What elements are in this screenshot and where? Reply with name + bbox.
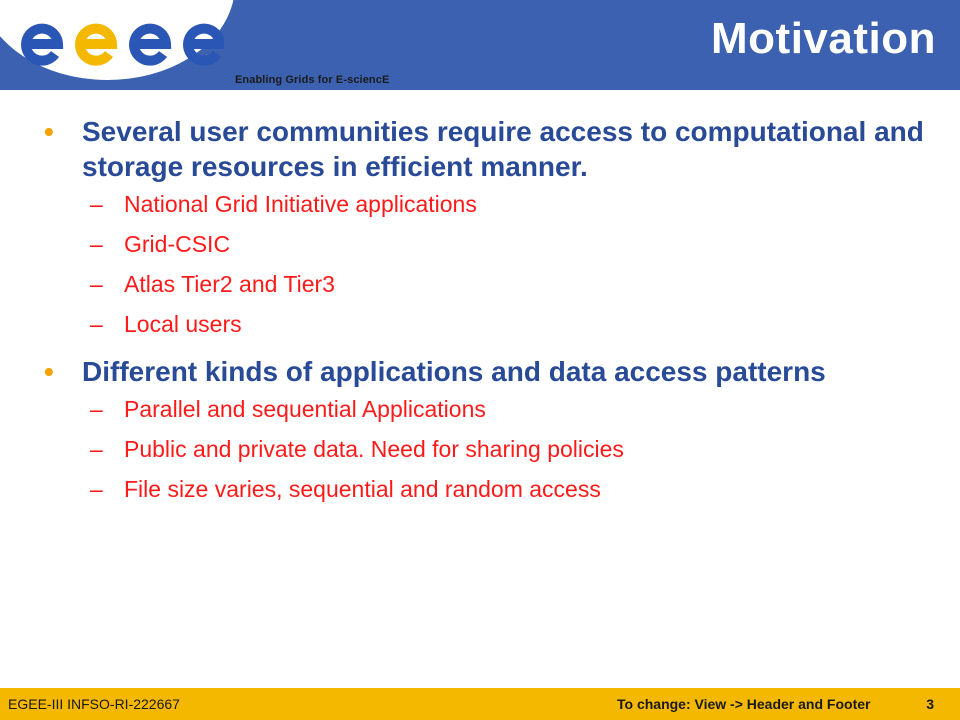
bullet-text: Several user communities require access to computational and storage resources in efficient manner. — [82, 116, 924, 182]
dash-icon: – — [90, 396, 103, 422]
slide-title: Motivation — [711, 14, 936, 63]
sub-bullet-item — [44, 435, 924, 463]
sub-bullet-item — [44, 190, 924, 218]
sub-bullet-text: Atlas Tier2 and Tier3 — [124, 271, 335, 297]
footer-hint: To change: View -> Header and Footer — [617, 696, 871, 712]
dash-icon: – — [90, 271, 103, 297]
sub-bullet-item — [44, 270, 924, 298]
slide-header — [0, 0, 960, 90]
slide-content — [44, 114, 924, 515]
dash-icon: – — [90, 231, 103, 257]
sub-bullet-item — [44, 310, 924, 338]
sub-bullet-text: Grid-CSIC — [124, 231, 231, 257]
bullet-icon: • — [44, 116, 54, 147]
dash-icon: – — [90, 476, 103, 502]
sub-bullet-text: National Grid Initiative applications — [124, 191, 477, 217]
sub-bullet-text: Local users — [124, 311, 242, 337]
bullet-item — [44, 354, 924, 389]
egee-logo — [14, 18, 224, 70]
sub-bullet-text: Parallel and sequential Applications — [124, 396, 486, 422]
footer-project-id: EGEE-III INFSO-RI-222667 — [8, 696, 180, 712]
sub-bullet-item — [44, 395, 924, 423]
dash-icon: – — [90, 436, 103, 462]
sub-bullet-item — [44, 230, 924, 258]
sub-bullet-text: File size varies, sequential and random access — [124, 476, 601, 502]
dash-icon: – — [90, 191, 103, 217]
sub-bullet-item — [44, 475, 924, 503]
bullet-item — [44, 114, 924, 184]
sub-bullet-text: Public and private data. Need for sharing policies — [124, 436, 624, 462]
slide-footer — [0, 688, 960, 720]
logo-tagline: Enabling Grids for E-sciencE — [235, 74, 390, 86]
bullet-icon: • — [44, 356, 54, 387]
dash-icon: – — [90, 311, 103, 337]
page-number: 3 — [926, 696, 934, 712]
bullet-text: Different kinds of applications and data access patterns — [82, 356, 826, 387]
